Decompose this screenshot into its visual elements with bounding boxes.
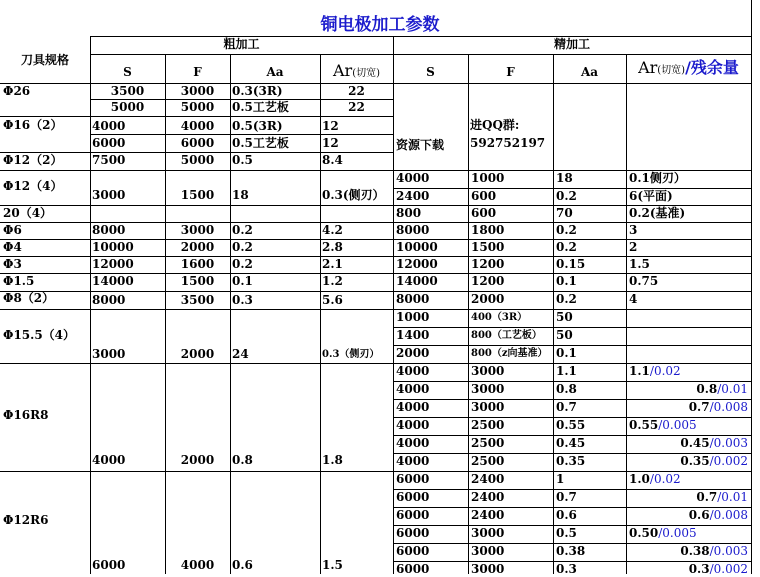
residual-value: 0.01 — [721, 382, 748, 396]
overlay-qq-number: 592752197 — [470, 136, 546, 150]
rough-s: 3000 — [92, 188, 126, 202]
finish-aa: 0.3 — [556, 562, 577, 576]
finish-f: 800（工艺板） — [471, 330, 542, 341]
rough-ar: 1.8 — [322, 453, 343, 467]
finish-f: 1500 — [471, 240, 505, 254]
finish-aa: 50 — [556, 310, 573, 324]
rough-f: 4000 — [180, 558, 215, 572]
finish-ar: 2 — [629, 240, 638, 254]
rough-f: 1600 — [180, 257, 215, 271]
finish-s: 12000 — [396, 257, 438, 271]
residual-separator: / — [709, 400, 714, 414]
finish-aa: 0.2 — [556, 292, 577, 306]
tool-spec: 20（4） — [3, 206, 53, 220]
col-border — [626, 54, 627, 574]
residual-separator: / — [709, 436, 714, 450]
finish-ar-value: 0.8 — [696, 382, 718, 396]
tool-spec: Φ1.5 — [3, 274, 35, 288]
table-right-border — [751, 0, 752, 574]
finish-aa: 0.45 — [556, 436, 586, 450]
finish-aa: 70 — [556, 206, 573, 220]
residual-value: 0.003 — [713, 436, 748, 450]
row-border — [0, 309, 393, 310]
row-border — [0, 170, 393, 171]
finish-ar: 6(平面) — [629, 189, 673, 203]
finish-ar-residual — [628, 490, 748, 505]
finish-aa: 0.7 — [556, 490, 577, 504]
rough-s: 8000 — [92, 223, 126, 237]
finish-aa: 0.15 — [556, 257, 586, 271]
finish-ar-value: 1.0 — [629, 472, 650, 486]
finish-ar-residual — [629, 364, 681, 379]
finish-f: 1200 — [471, 257, 505, 271]
finish-ar: 3 — [629, 223, 638, 237]
finish-ar-value: 0.3 — [688, 562, 710, 576]
col-border — [393, 36, 394, 574]
page-title: 铜电极加工参数 — [320, 15, 440, 35]
rough-ar: 0.3（侧刃） — [322, 349, 380, 360]
rough-aa: 18 — [232, 188, 249, 202]
finish-f: 2400 — [471, 472, 505, 486]
header-rough-ar: Ar(切宽) — [332, 61, 380, 80]
rough-ar: 5.6 — [322, 293, 343, 307]
residual-separator: / — [717, 382, 722, 396]
finish-s: 4000 — [396, 171, 430, 185]
finish-ar-residual — [628, 436, 748, 451]
finish-ar-residual — [628, 454, 748, 469]
tool-spec: Φ16（2） — [3, 118, 63, 132]
finish-ar-residual — [629, 526, 697, 541]
rough-s: 3000 — [92, 347, 126, 361]
finish-aa: 0.55 — [556, 418, 586, 432]
finish-aa: 0.1 — [556, 274, 577, 288]
finish-aa: 1.1 — [556, 364, 577, 378]
rough-f: 1500 — [180, 274, 215, 288]
tool-spec: Φ12R6 — [3, 513, 49, 527]
tool-spec: Φ6 — [3, 223, 22, 237]
finish-s: 6000 — [396, 490, 430, 504]
col-border — [553, 54, 554, 574]
finish-ar: 0.1侧刃） — [629, 171, 686, 185]
tool-spec: Φ15.5（4） — [3, 328, 76, 342]
header-rough-s: S — [123, 65, 132, 79]
finish-f: 1200 — [471, 274, 505, 288]
col-border — [230, 54, 231, 574]
rough-s: 6000 — [92, 558, 126, 572]
finish-aa: 0.7 — [556, 400, 577, 414]
row-border — [90, 134, 393, 135]
rough-f: 2000 — [180, 347, 215, 361]
header-finish-s: S — [426, 65, 435, 79]
finish-s: 4000 — [396, 454, 430, 468]
header-finish-aa: Aa — [580, 65, 599, 79]
rough-ar: 2.8 — [322, 240, 343, 254]
finish-aa: 0.6 — [556, 508, 577, 522]
finish-ar: 0.2(基准) — [629, 206, 686, 220]
overlay-qq-label: 进QQ群: — [470, 118, 520, 132]
rough-f: 5000 — [180, 153, 215, 167]
rough-aa: 0.2 — [232, 257, 253, 271]
header-finish-ar: Ar(切宽)/残余量 — [638, 58, 739, 77]
rough-s: 14000 — [92, 274, 134, 288]
rough-s: 5000 — [110, 100, 145, 114]
finish-f: 3000 — [471, 382, 505, 396]
tool-spec: Φ12（2） — [3, 153, 63, 167]
residual-separator: / — [709, 544, 714, 558]
rough-s: 7500 — [92, 153, 126, 167]
residual-separator: / — [709, 454, 714, 468]
rough-f: 5000 — [180, 100, 215, 114]
rough-ar: 22 — [348, 84, 365, 98]
finish-ar-value: 0.38 — [680, 544, 710, 558]
residual-value: 0.008 — [713, 508, 748, 522]
finish-s: 4000 — [396, 436, 430, 450]
residual-separator: / — [658, 418, 663, 432]
finish-s: 8000 — [396, 223, 430, 237]
header-tool-spec: 刀具规格 — [20, 53, 69, 67]
finish-f: 3000 — [471, 526, 505, 540]
finish-s: 6000 — [396, 526, 430, 540]
header-finish: 精加工 — [553, 37, 590, 51]
finish-aa: 0.35 — [556, 454, 586, 468]
rough-s: 8000 — [92, 293, 126, 307]
finish-s: 6000 — [396, 472, 430, 486]
finish-s: 14000 — [396, 274, 438, 288]
residual-value: 0.008 — [713, 400, 748, 414]
finish-ar-value: 0.6 — [688, 508, 710, 522]
finish-f: 2500 — [471, 436, 505, 450]
finish-ar-residual — [629, 472, 681, 487]
header-rough-aa: Aa — [266, 65, 284, 79]
col-border — [320, 54, 321, 574]
residual-separator: / — [649, 364, 654, 378]
finish-f: 2400 — [471, 490, 505, 504]
row-border — [0, 363, 393, 364]
finish-f: 3000 — [471, 364, 505, 378]
rough-s: 4000 — [92, 119, 126, 133]
finish-ar-value: 0.35 — [680, 454, 710, 468]
row-border — [0, 471, 393, 472]
residual-value: 0.005 — [662, 418, 697, 432]
residual-value: 0.01 — [721, 490, 748, 504]
finish-ar: 1.5 — [629, 257, 650, 271]
rough-ar: 4.2 — [322, 223, 343, 237]
rough-aa: 24 — [232, 347, 249, 361]
residual-separator: / — [709, 508, 714, 522]
tool-spec: Φ26 — [3, 84, 31, 98]
rough-f: 3500 — [180, 293, 215, 307]
rough-aa: 0.3 — [232, 293, 253, 307]
col-border — [468, 54, 469, 574]
finish-ar-residual — [628, 400, 748, 415]
finish-aa: 0.5 — [556, 526, 577, 540]
finish-s: 2400 — [396, 189, 430, 203]
tool-spec: Φ12（4） — [3, 179, 63, 193]
rough-aa: 0.5 — [232, 153, 253, 167]
finish-s: 4000 — [396, 400, 430, 414]
finish-f: 1000 — [471, 171, 505, 185]
finish-s: 4000 — [396, 382, 430, 396]
row-border — [0, 116, 393, 117]
finish-s: 10000 — [396, 240, 438, 254]
finish-ar-value: 0.55 — [629, 418, 659, 432]
finish-s: 6000 — [396, 562, 430, 576]
rough-f: 1500 — [180, 188, 215, 202]
finish-f: 3000 — [471, 544, 505, 558]
finish-f: 600 — [471, 206, 497, 220]
residual-separator: / — [717, 490, 722, 504]
rough-s: 10000 — [92, 240, 134, 254]
finish-ar-value: 0.7 — [688, 400, 710, 414]
finish-ar-value: 0.7 — [696, 490, 718, 504]
overlay-resource-download: 资源下载 — [396, 138, 445, 152]
rough-aa: 0.5工艺板 — [232, 100, 289, 114]
finish-aa: 0.2 — [556, 240, 577, 254]
header-mid-border — [90, 54, 751, 55]
finish-aa: 1 — [556, 472, 565, 486]
finish-ar-value: 0.50 — [629, 526, 659, 540]
header-finish-f: F — [506, 65, 515, 79]
rough-aa: 0.3(3R) — [232, 84, 283, 98]
tool-spec: Φ4 — [3, 240, 22, 254]
row-border — [393, 471, 751, 472]
rough-aa: 0.8 — [232, 453, 253, 467]
rough-ar: 0.3(侧刃） — [322, 188, 385, 202]
finish-aa: 18 — [556, 171, 573, 185]
finish-ar-value: 0.45 — [680, 436, 710, 450]
finish-s: 4000 — [396, 418, 430, 432]
rough-ar: 2.1 — [322, 257, 343, 271]
residual-value: 0.002 — [713, 454, 748, 468]
finish-ar-residual — [629, 418, 697, 433]
tool-spec: Φ3 — [3, 257, 22, 271]
finish-ar: 0.75 — [629, 274, 659, 288]
finish-s: 800 — [396, 206, 422, 220]
finish-s: 6000 — [396, 544, 430, 558]
finish-aa: 50 — [556, 328, 573, 342]
rough-s: 4000 — [92, 453, 126, 467]
finish-s: 1400 — [396, 328, 430, 342]
finish-ar-value: 1.1 — [629, 364, 650, 378]
rough-f: 2000 — [180, 453, 215, 467]
residual-value: 0.02 — [653, 364, 681, 378]
tool-spec: Φ8（2） — [3, 291, 55, 305]
rough-ar: 12 — [322, 119, 339, 133]
finish-aa: 0.38 — [556, 544, 586, 558]
finish-s: 2000 — [396, 346, 430, 360]
finish-ar-residual — [628, 544, 748, 559]
finish-f: 2400 — [471, 508, 505, 522]
finish-f: 3000 — [471, 562, 505, 576]
finish-s: 4000 — [396, 364, 430, 378]
rough-aa: 0.2 — [232, 240, 253, 254]
residual-separator: / — [649, 472, 654, 486]
finish-f: 600 — [471, 189, 497, 203]
finish-aa: 0.2 — [556, 189, 577, 203]
finish-f: 2500 — [471, 454, 505, 468]
rough-ar: 8.4 — [322, 153, 343, 167]
finish-ar-residual — [628, 508, 748, 523]
rough-ar: 1.5 — [322, 558, 343, 572]
finish-aa: 0.8 — [556, 382, 577, 396]
finish-s: 8000 — [396, 292, 430, 306]
finish-aa: 0.1 — [556, 346, 577, 360]
finish-f: 1800 — [471, 223, 505, 237]
rough-f: 3000 — [180, 223, 215, 237]
rough-aa: 0.2 — [232, 223, 253, 237]
rough-aa: 0.6 — [232, 558, 253, 572]
finish-aa: 0.2 — [556, 223, 577, 237]
finish-ar-residual — [628, 562, 748, 577]
rough-aa: 0.5工艺板 — [232, 136, 289, 150]
finish-ar: 4 — [629, 292, 638, 306]
residual-separator: / — [709, 562, 714, 576]
residual-separator: / — [658, 526, 663, 540]
rough-f: 2000 — [180, 240, 215, 254]
finish-f: 800（z向基准） — [471, 348, 548, 359]
rough-s: 12000 — [92, 257, 134, 271]
finish-f: 400（3R） — [471, 312, 528, 323]
finish-f: 2500 — [471, 418, 505, 432]
finish-s: 1000 — [396, 310, 430, 324]
rough-f: 6000 — [180, 136, 215, 150]
residual-value: 0.002 — [713, 562, 748, 576]
header-rough-f: F — [193, 65, 202, 79]
rough-ar: 22 — [348, 100, 365, 114]
rough-ar: 1.2 — [322, 274, 343, 288]
header-rough: 粗加工 — [223, 37, 260, 51]
finish-ar-residual — [628, 382, 748, 397]
rough-f: 3000 — [180, 84, 215, 98]
residual-value: 0.02 — [653, 472, 681, 486]
rough-s: 6000 — [92, 136, 126, 150]
residual-value: 0.005 — [662, 526, 697, 540]
tool-spec: Φ16R8 — [3, 408, 49, 422]
residual-value: 0.003 — [713, 544, 748, 558]
rough-aa: 0.1 — [232, 274, 253, 288]
rough-f: 4000 — [180, 119, 215, 133]
finish-f: 2000 — [471, 292, 505, 306]
rough-aa: 0.5(3R) — [232, 119, 283, 133]
rough-s: 3500 — [110, 84, 145, 98]
finish-s: 6000 — [396, 508, 430, 522]
rough-ar: 12 — [322, 136, 339, 150]
finish-f: 3000 — [471, 400, 505, 414]
